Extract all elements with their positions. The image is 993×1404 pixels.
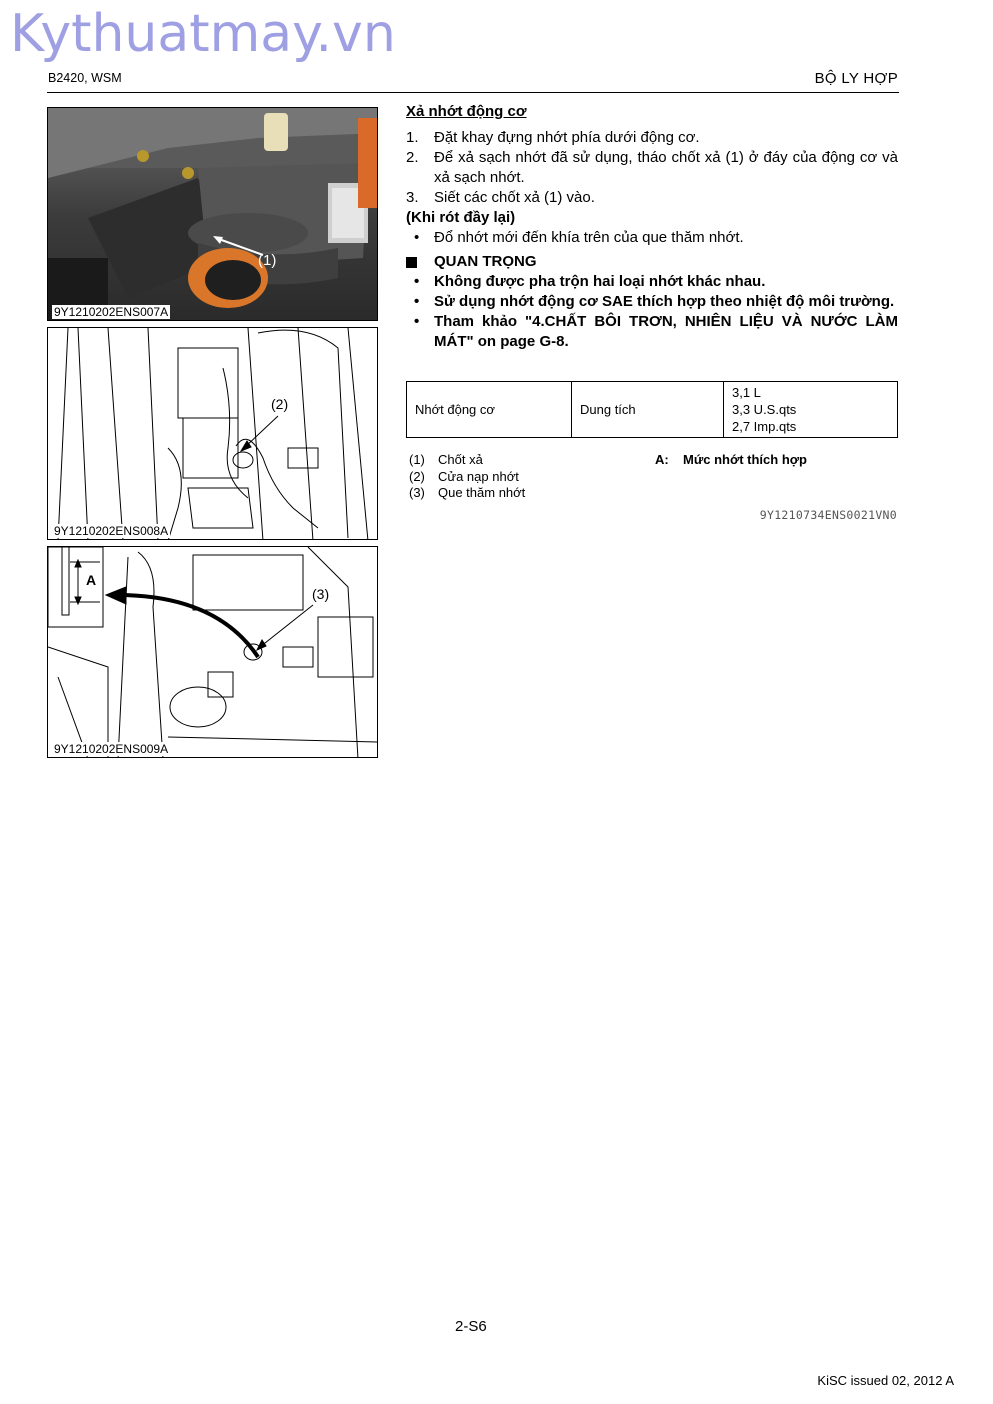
important-item: • Không được pha trộn hai loại nhớt khác nhau. xyxy=(414,273,766,290)
document-code: 9Y1210734ENS0021VN0 xyxy=(759,508,897,522)
figure-filler-drawing xyxy=(47,327,378,540)
header-rule xyxy=(47,92,899,93)
figure-caption: 9Y1210202ENS007A xyxy=(54,305,169,319)
figure-caption: 9Y1210202ENS008A xyxy=(54,524,169,538)
important-item: • Sử dụng nhớt động cơ SAE thích hợp theo nhiệt độ môi trường. xyxy=(414,293,895,310)
page-number: 2-S6 xyxy=(455,1318,487,1335)
callout-3: (3) xyxy=(312,586,330,602)
table-cell-item: Nhớt động cơ xyxy=(407,382,572,438)
parts-legend xyxy=(409,452,525,502)
important-item: • Tham khảo "4.CHẤT BÔI TRƠN, NHIÊN LIỆU VÀ NƯỚC LÀM MÁT" on page G-8. xyxy=(414,313,898,350)
legend-a: A: Mức nhớt thích hợp xyxy=(655,452,807,467)
watermark: Kythuatmay.vn xyxy=(10,4,396,64)
figure-caption: 9Y1210202ENS009A xyxy=(54,742,169,756)
level-mark-a: A xyxy=(86,572,97,588)
important-square-icon xyxy=(406,257,417,268)
procedure-text xyxy=(406,102,898,352)
header-model: B2420, WSM xyxy=(48,71,122,85)
table-row xyxy=(407,382,898,438)
issue-note: KiSC issued 02, 2012 A xyxy=(817,1373,954,1388)
step-item: 1. Đặt khay đựng nhớt phía dưới động cơ. xyxy=(406,129,700,146)
header-section: BỘ LY HỢP xyxy=(814,70,898,87)
step-item: 3. Siết các chốt xả (1) vào. xyxy=(406,189,595,206)
table-cell-values: 3,1 L 3,3 U.S.qts 2,7 Imp.qts xyxy=(724,382,898,438)
step-list xyxy=(406,128,898,208)
section-title: Xả nhớt động cơ xyxy=(406,103,527,120)
refill-item: • Đổ nhớt mới đến khía trên của que thăm nhớt. xyxy=(414,229,744,246)
table-cell-property: Dung tích xyxy=(572,382,724,438)
important-heading: QUAN TRỌNG xyxy=(406,252,898,272)
capacity-table xyxy=(406,381,898,438)
step-item: 2. Để xả sạch nhớt đã sử dụng, tháo chốt xả (1) ở đáy của động cơ và xả sạch nhớt. xyxy=(406,149,898,186)
legend-item: (2) Cửa nạp nhớt xyxy=(409,468,519,484)
callout-2: (2) xyxy=(271,396,289,412)
legend-item: (3) Que thăm nhớt xyxy=(409,485,526,500)
figure-dipstick-drawing xyxy=(47,546,378,758)
legend-item: (1) Chốt xả xyxy=(409,452,483,467)
callout-1: (1) xyxy=(258,252,277,269)
figure-drain-photo xyxy=(47,107,378,321)
refill-heading: (Khi rót đầy lại) xyxy=(406,209,516,226)
